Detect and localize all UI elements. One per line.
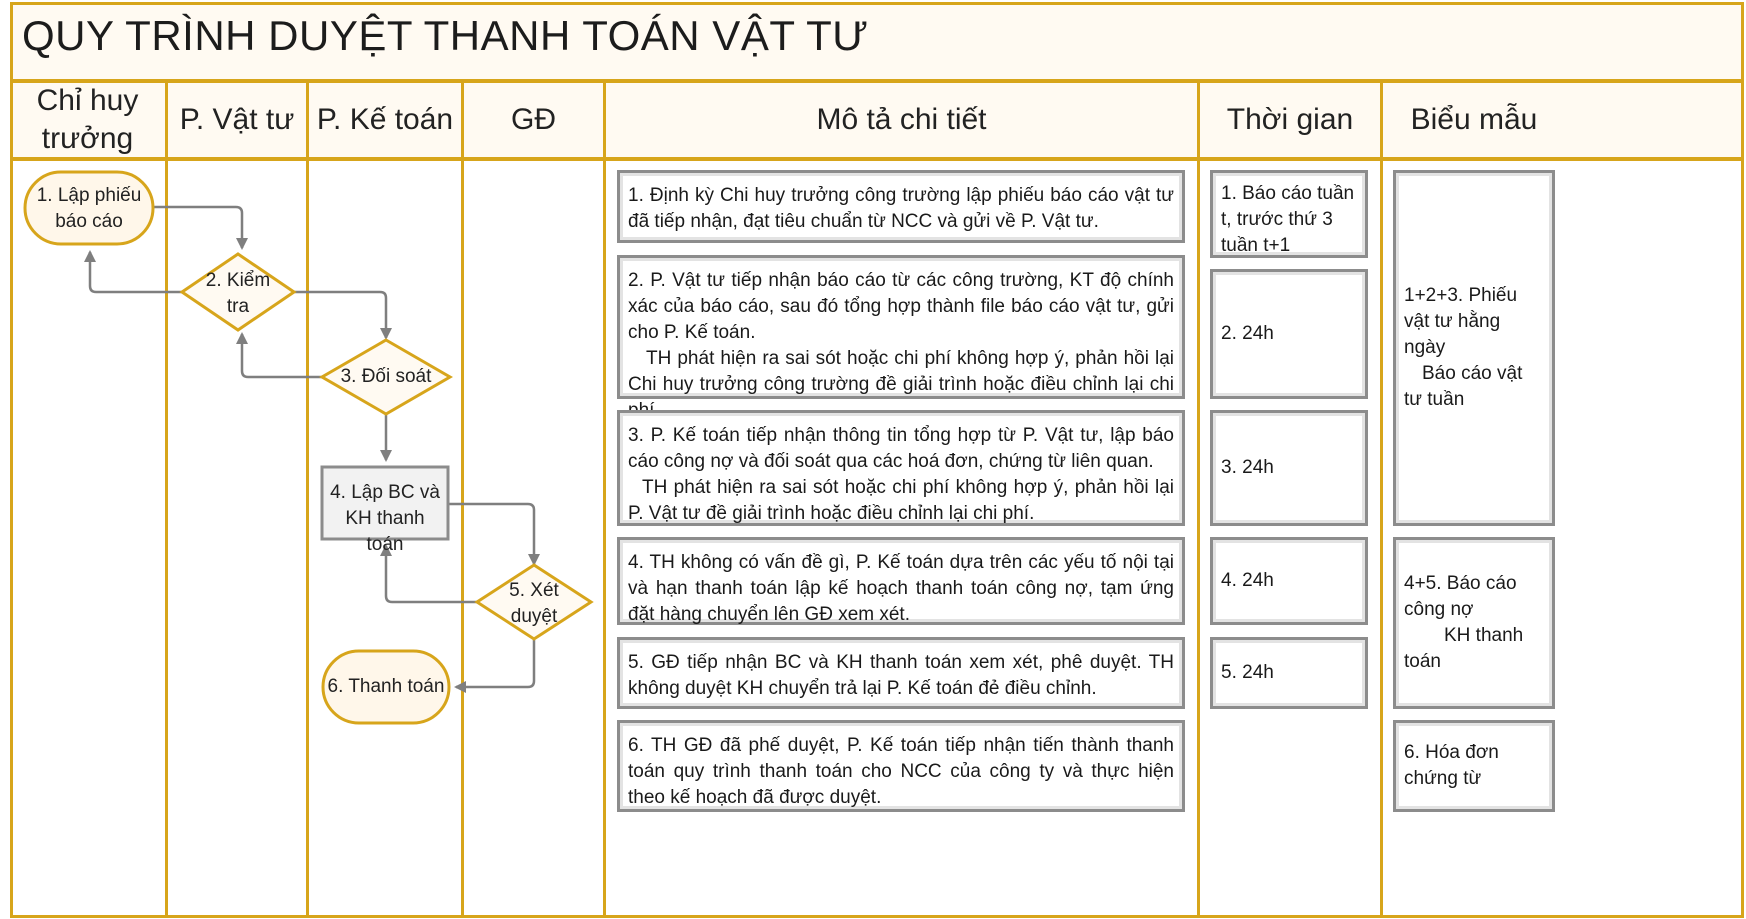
connector-4-to-5	[447, 504, 534, 564]
description-step-4	[617, 537, 1185, 625]
form-text: Báo cáo vật tư tuần	[1404, 363, 1523, 410]
node-2-label: 2. Kiểm tra	[205, 270, 271, 317]
description-step-6	[617, 720, 1185, 812]
time-step-5	[1210, 637, 1368, 709]
time-step-4	[1210, 537, 1368, 625]
form-text: KH thanh toán	[1404, 625, 1524, 672]
col-header-p-ke-toan: P. Kế toán	[316, 103, 454, 136]
node-6-label: 6. Thanh toán	[327, 676, 445, 697]
node-4-label: 4. Lập BC và KH thanh toán	[330, 482, 440, 555]
form-text: 4+5. Báo cáo công nợ	[1404, 573, 1517, 620]
time-text: 2. 24h	[1221, 323, 1274, 344]
time-text: 1. Báo cáo tuần t, trước thứ 3 tuần t+1	[1221, 183, 1355, 256]
description-step-3	[617, 410, 1185, 526]
form-step-6	[1393, 720, 1555, 812]
page-title: QUY TRÌNH DUYỆT THANH TOÁN VẬT TƯ	[22, 12, 869, 59]
col-header-thoi-gian: Thời gian	[1226, 103, 1354, 136]
col-header-bieu-mau: Biểu mẫu	[1410, 103, 1538, 136]
form-text: 1+2+3. Phiếu vật tư hằng ngày	[1404, 285, 1518, 358]
description-text: 1. Định kỳ Chi huy trưởng công trường lập phiếu báo cáo vật tư đã tiếp nhận, đạt tiêu chuẩn từ NCC và gửi về P. Vật tư.	[628, 185, 1174, 232]
description-text: 2. P. Vật tư tiếp nhận báo cáo từ các công trường, KT độ chính xác của báo cáo, sau đó tổng hợp thành file báo cáo vật tư, gửi cho P. Kế toán.	[628, 270, 1174, 343]
description-step-1	[617, 170, 1185, 243]
col-header-mo-ta: Mô tả chi tiết	[816, 103, 987, 136]
time-text: 5. 24h	[1221, 662, 1274, 683]
time-step-1	[1210, 170, 1368, 258]
time-step-2	[1210, 269, 1368, 399]
col-header-gd: GĐ	[511, 103, 556, 136]
connector-3-to-2	[242, 334, 328, 377]
time-text: 3. 24h	[1221, 457, 1274, 478]
node-5-label: 5. Xét duyệt	[509, 580, 559, 627]
time-step-3	[1210, 410, 1368, 526]
description-text: 6. TH GĐ đã phế duyệt, P. Kế toán tiếp nhận tiến thành thanh toán quy trình thanh toán cho NCC của công ty và thực hiện theo kế hoạch đã được duyệt.	[628, 735, 1174, 808]
connector-5-to-6	[456, 640, 534, 687]
form-steps-1-3	[1393, 170, 1555, 526]
form-steps-4-5	[1393, 537, 1555, 709]
col-header-p-vat-tu: P. Vật tư	[179, 103, 295, 136]
form-text: 6. Hóa đơn chứng từ	[1404, 742, 1499, 789]
node-1-label: 1. Lập phiếu báo cáo	[36, 185, 142, 232]
connector-2-to-1	[90, 252, 182, 292]
description-step-5	[617, 637, 1185, 709]
connector-1-to-2	[153, 207, 242, 248]
col-header-chi-huy: Chỉ huy trưởng	[36, 84, 139, 155]
description-text-exception: TH phát hiện ra sai sót hoặc chi phí không hợp ý, phản hồi lại Chi huy trưởng công trường đề giải trình hoặc điều chỉnh lại chi	[628, 348, 1174, 395]
description-text: 4. TH không có vấn đề gì, P. Kế toán dựa trên các yếu tố nội tại và hạn thanh toán lập kế hoạch thanh toán công nợ, tạm ứng đặt hàng chuyển lên GĐ xem xét.	[628, 552, 1174, 625]
description-text-exception: TH phát hiện ra sai sót hoặc chi phí không hợp ý, phản hồi lại P. Vật tư đề giải trình hoặc điều chỉnh lại chi phí.	[628, 477, 1174, 524]
description-text: 5. GĐ tiếp nhận BC và KH thanh toán xem xét, phê duyệt. TH không duyệt KH chuyển trả lại P. Kế toán đẻ điều chỉnh.	[628, 652, 1174, 699]
node-3-label: 3. Đối soát	[340, 366, 432, 387]
description-text: 3. P. Kế toán tiếp nhận thông tin tổng hợp từ P. Vật tư, lập báo cáo công nợ và đối soát qua các hoá đơn, chứng từ liên quan.	[628, 425, 1174, 472]
time-text: 4. 24h	[1221, 570, 1274, 591]
description-step-2	[617, 255, 1185, 399]
connector-2-to-3	[294, 292, 386, 338]
